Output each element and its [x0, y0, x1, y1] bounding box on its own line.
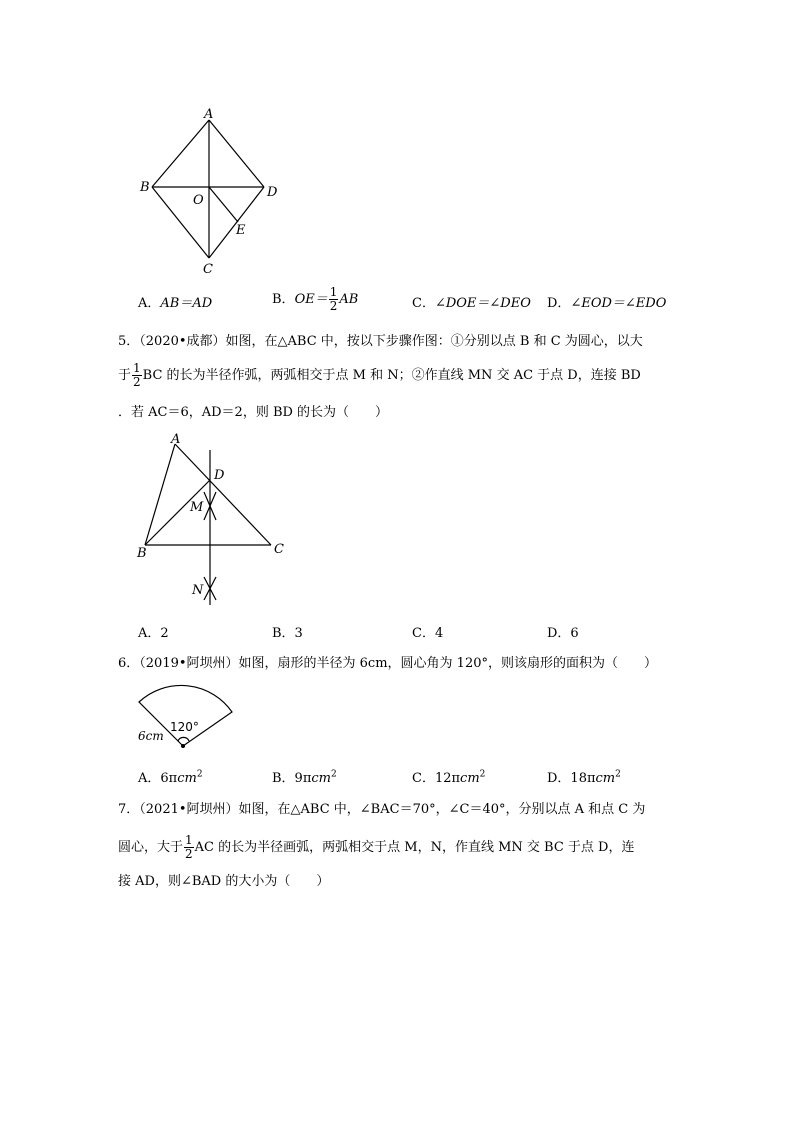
option-a[interactable]: A．2 [138, 626, 169, 641]
q7-line-3: 接 AD，则∠BAD 的大小为（ ） [118, 874, 330, 889]
option-a[interactable]: A．AB＝AD [138, 296, 213, 311]
option-d[interactable]: D．18πcm$^2$ [547, 769, 621, 786]
q5-options [138, 622, 698, 642]
label-c: C [274, 542, 284, 557]
q7-line-2: 圆心，大于 $\frac{1}{2}$ AC 的长为半径画弧，两弧相交于点 M，N，作直线 MN 交 BC 于点 D，连 [118, 833, 635, 861]
option-c[interactable]: C．4 [412, 626, 444, 641]
label-b: B [140, 180, 150, 195]
label-n: N [192, 583, 204, 598]
label-m: M [190, 500, 204, 515]
segment-oe [209, 187, 238, 222]
fraction-one-half: $\frac{1}{2}$ [185, 833, 193, 861]
fraction-one-half: $\frac{1}{2}$ [133, 361, 141, 389]
option-b[interactable]: B．3 [272, 626, 303, 641]
option-c[interactable]: C．12πcm$^2$ [412, 769, 486, 786]
angle-arc [178, 737, 189, 741]
angle-label: 120° [170, 720, 199, 734]
q6-options [138, 767, 698, 787]
label-c: C [203, 262, 213, 277]
sector-figure [132, 680, 242, 750]
q5-line-1: 5．（2020•成都）如图，在△ABC 中，按以下步骤作图：①分别以点 B 和 C 为圆心，以大 [118, 334, 643, 349]
segment-ac [175, 444, 271, 545]
option-b[interactable]: B．OE＝ $\frac{1}{2}$ AB [272, 285, 359, 313]
option-c[interactable]: C．∠DOE＝∠DEO [412, 296, 531, 311]
label-e: E [236, 223, 246, 238]
q4-options [138, 285, 698, 313]
radius-label: 6cm [138, 729, 164, 743]
q7-line-1: 7．（2021•阿坝州）如图，在△ABC 中，∠BAC＝70°，∠C＝40°，分别以点 A 和点 C 为 [118, 802, 646, 817]
option-a[interactable]: A．6πcm$^2$ [138, 769, 203, 786]
q5-line-2: 于 $\frac{1}{2}$ BC 的长为半径作弧，两弧相交于点 M 和 N；②作直线 MN 交 AC 于点 D，连接 BD [118, 361, 641, 389]
rhombus-figure [130, 100, 290, 280]
label-d: D [267, 185, 278, 200]
label-b: B [137, 546, 147, 561]
option-b[interactable]: B．9πcm$^2$ [272, 769, 337, 786]
triangle-bisector-figure [130, 428, 300, 610]
label-a: A [204, 107, 214, 122]
label-d: D [214, 468, 225, 483]
q5-line-3: ．若 AC＝6，AD＝2，则 BD 的长为（ ） [118, 405, 389, 420]
label-o: O [193, 193, 204, 208]
fraction-one-half: $\frac{1}{2}$ [329, 285, 338, 313]
center-point [181, 744, 185, 748]
q6-line-1: 6．（2019•阿坝州）如图，扇形的半径为 6cm，圆心角为 120°，则该扇形的面积为（ ） [118, 656, 657, 671]
label-a: A [171, 432, 181, 447]
option-d[interactable]: D．6 [547, 626, 579, 641]
segment-ad [209, 120, 264, 187]
option-d[interactable]: D．∠EOD＝∠EDO [547, 296, 667, 311]
segment-ab [152, 120, 209, 187]
